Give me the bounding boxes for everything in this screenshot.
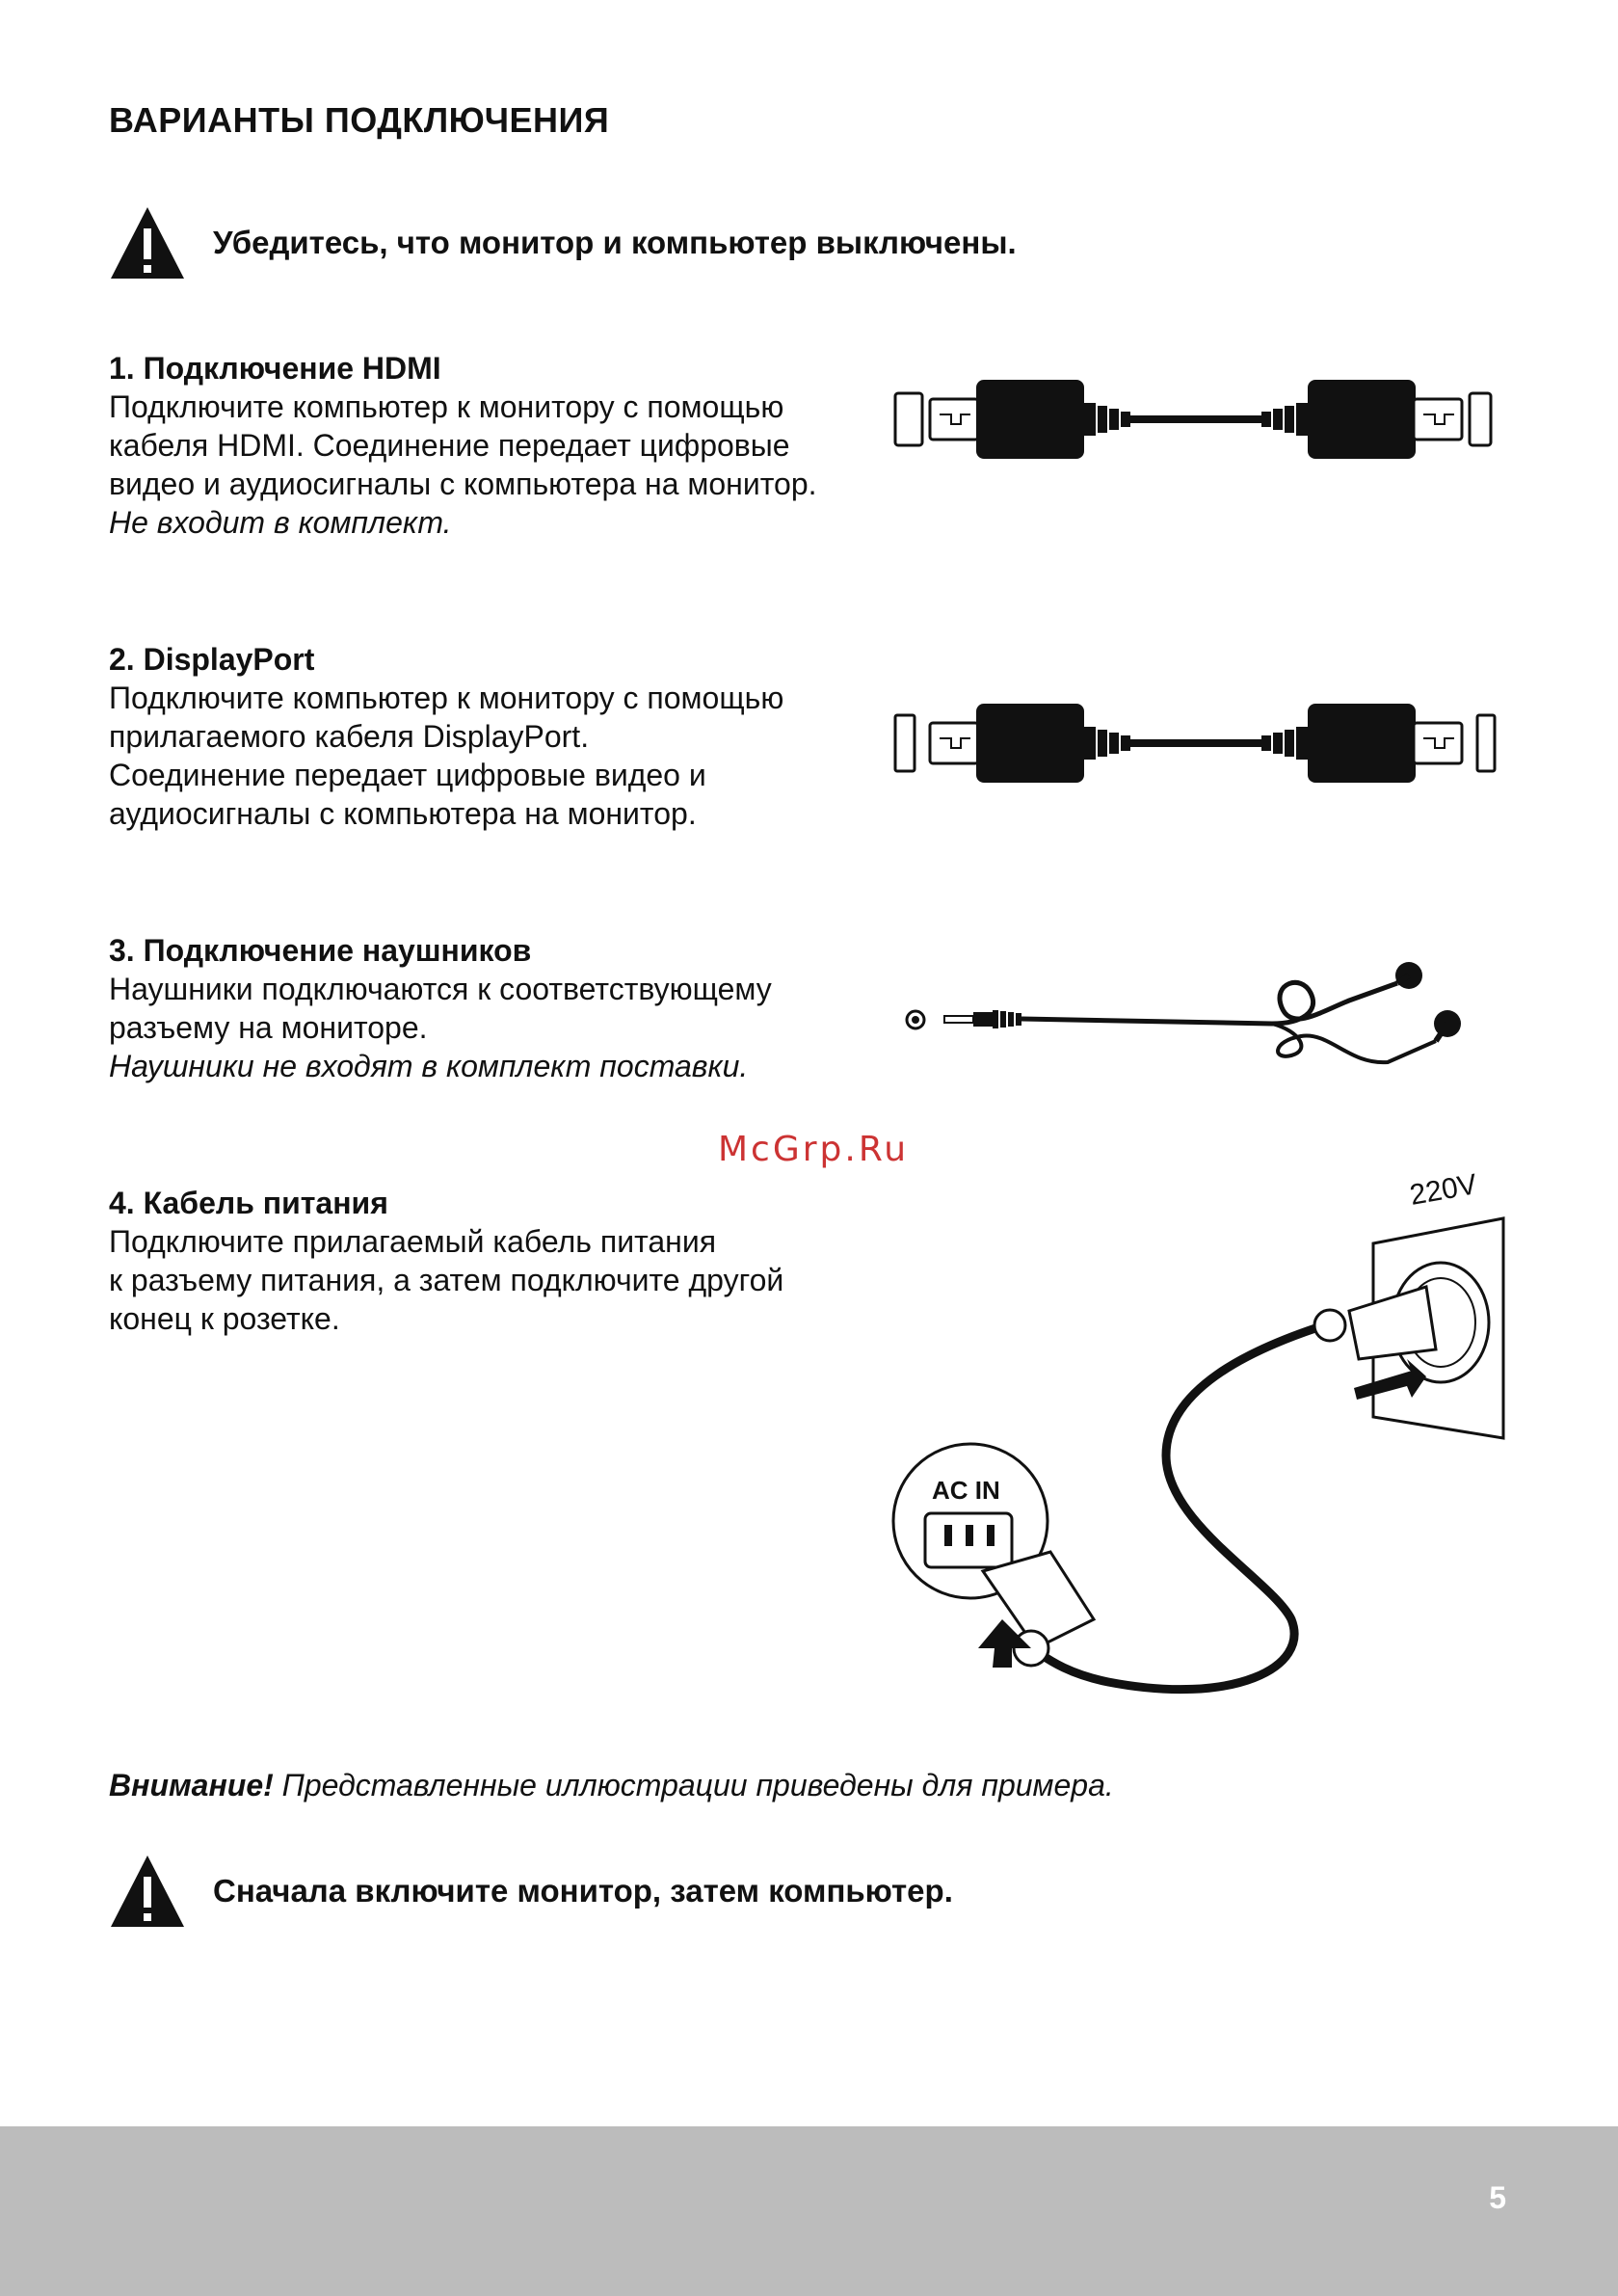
warning-top <box>109 204 1017 281</box>
page-title: ВАРИАНТЫ ПОДКЛЮЧЕНИЯ <box>109 100 610 140</box>
power-cable-illustration <box>887 1166 1523 1706</box>
section-heading: 4. Кабель питания <box>109 1186 388 1220</box>
section-displayport <box>109 640 861 833</box>
warning-bottom <box>109 1853 953 1930</box>
section-line: Соединение передает цифровые видео и <box>109 758 706 792</box>
headphones-illustration <box>896 954 1513 1089</box>
section-line: Подключите прилагаемый кабель питания <box>109 1224 717 1259</box>
warning-icon <box>109 1854 186 1929</box>
section-heading: 2. DisplayPort <box>109 642 315 677</box>
attention-note <box>109 1768 1114 1803</box>
footer-bar <box>0 2126 1618 2296</box>
warning-bottom-text: Сначала включите монитор, затем компьютер. <box>213 1873 953 1909</box>
attention-label: Внимание! <box>109 1768 274 1802</box>
section-line: видео и аудиосигналы с компьютера на монитор. <box>109 467 817 501</box>
attention-text: Представленные иллюстрации приведены для примера. <box>273 1768 1114 1802</box>
warning-icon <box>109 205 186 280</box>
page-number: 5 <box>1489 2180 1506 2215</box>
section-line: кабеля HDMI. Соединение передает цифровые <box>109 428 790 463</box>
ac-in-label: AC IN <box>932 1476 1000 1505</box>
section-power <box>109 1184 861 1338</box>
watermark: McGrp.Ru <box>718 1130 910 1169</box>
voltage-label: 220V <box>1407 1168 1480 1212</box>
section-heading: 3. Подключение наушников <box>109 933 532 968</box>
section-line: Наушники подключаются к соответствующему <box>109 972 772 1006</box>
section-hdmi <box>109 349 861 542</box>
section-note: Не входит в комплект. <box>109 505 452 540</box>
section-line: разъему на мониторе. <box>109 1010 428 1045</box>
hdmi-cable-illustration <box>891 376 1499 463</box>
section-line: к разъему питания, а затем подключите другой <box>109 1263 784 1297</box>
section-headphones <box>109 931 861 1085</box>
section-line: Подключите компьютер к монитору с помощью <box>109 681 784 715</box>
section-line: Подключите компьютер к монитору с помощью <box>109 389 784 424</box>
warning-top-text: Убедитесь, что монитор и компьютер выключены. <box>213 225 1017 260</box>
section-line: прилагаемого кабеля DisplayPort. <box>109 719 590 754</box>
section-line: аудиосигналы с компьютера на монитор. <box>109 796 697 831</box>
section-line: конец к розетке. <box>109 1301 340 1336</box>
displayport-cable-illustration <box>891 700 1499 787</box>
section-note: Наушники не входят в комплект поставки. <box>109 1049 749 1083</box>
section-heading: 1. Подключение HDMI <box>109 351 441 386</box>
